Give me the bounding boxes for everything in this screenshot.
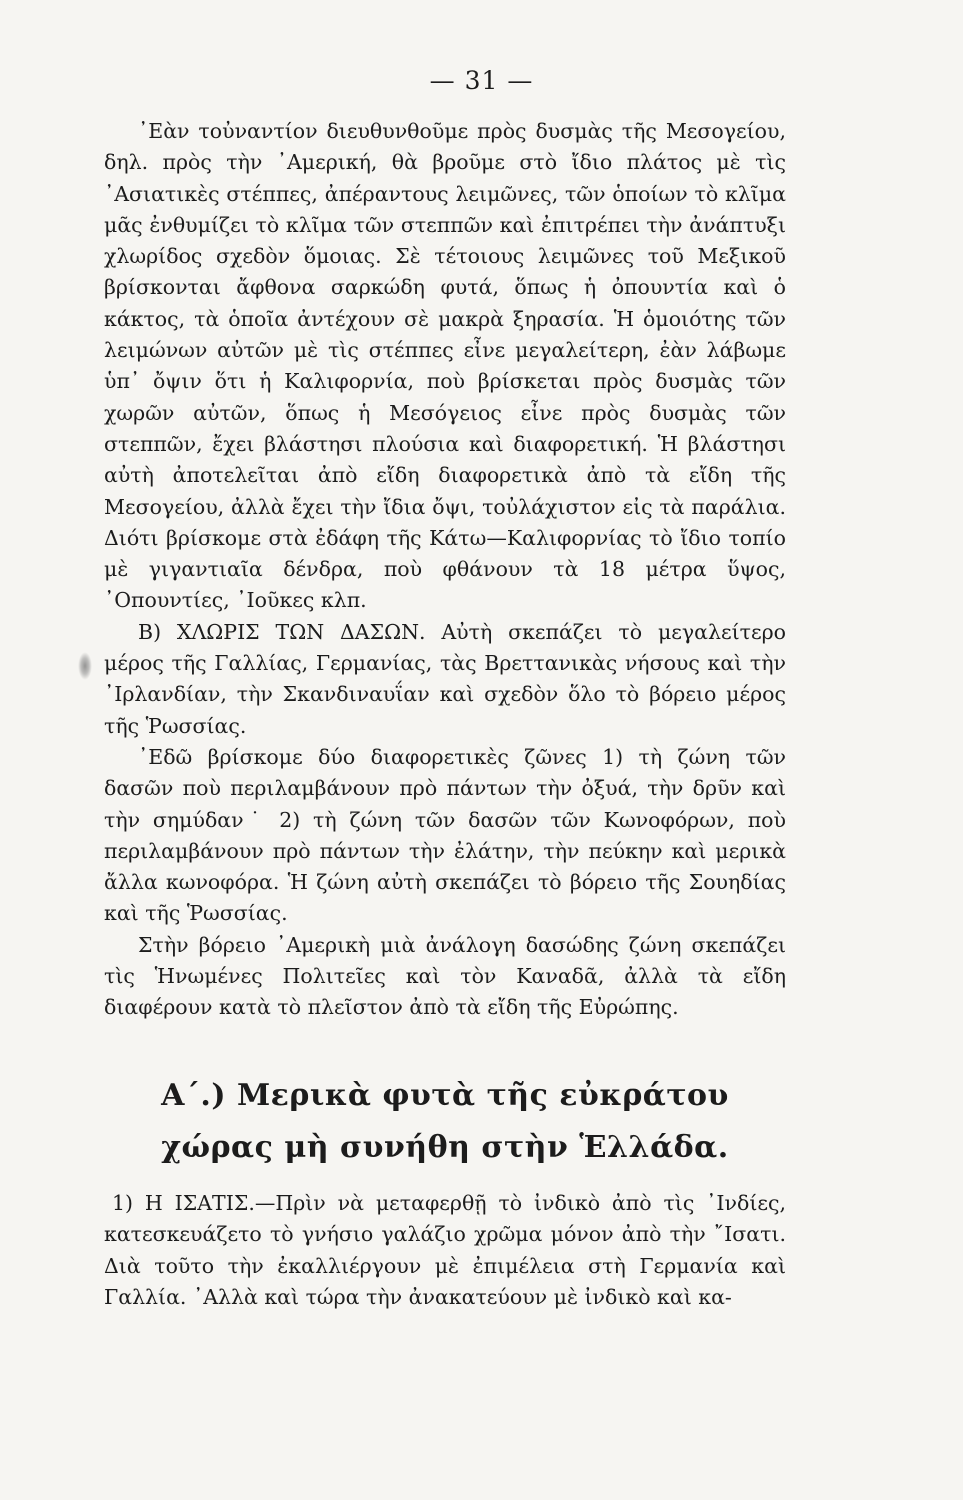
ink-smudge [78,652,92,680]
paragraph-forest-zones: ᾿Εδῶ βρίσκομε δύο διαφορετικὲς ζῶνες 1) τὴ ζώνη τῶν δασῶν ποὺ περιλαμβάνουν πρὸ πάντων τὴν ὀξυά, τὴν δρῦν καὶ τὴν σημύδαν˙ 2) τὴ ζώνη τῶν δασῶν τῶν Κωνοφόρων, ποὺ περιλαμβάνουν πρὸ πάντων τὴν ἐλάτην, τὴν πεύκην καὶ μερικὰ ἄλλα κωνοφόρα. Ἡ ζώνη αὐτὴ σκεπάζει τὸ βόρειο τῆς Σουηδίας καὶ τῆς Ῥωσσίας. [104,744,786,926]
heading-line-1: Α΄.) Μερικὰ φυτὰ τῆς εὐκράτου [161,1078,729,1113]
page-number: — 31 — [429,66,534,95]
item-text [104,1188,786,1313]
section-heading [104,1070,786,1174]
paragraph-north-america: Στὴν βόρειο ᾿Αμερικὴ μιὰ ἀνάλογη δασώδης ζώνη σκεπάζει τὶς Ἡνωμένες Πολιτεῖες καὶ τὸν Καναδᾶ, ἀλλὰ τὰ εἴδη διαφέρουν κατὰ τὸ πλεῖστον ἀπὸ τὰ εἴδη τῆς Εὐρώπης. [104,932,786,1020]
body-text [104,116,786,1024]
heading-line-2: χώρας μὴ συνήθη στὴν Ἑλλάδα. [161,1130,729,1165]
paragraph-isatis: 1) Η ΙΣΑΤΙΣ.—Πρὶν νὰ μεταφερθῇ τὸ ἰνδικὸ ἀπὸ τὶς ᾿Ινδίες, κατεσκευάζετο τὸ γνήσιο γαλάζιο χρῶμα μόνον ἀπὸ τὴν ῎Ισατι. Διὰ τοῦτο τὴν ἐκαλλιέργουν μὲ ἐπιμέλεια στὴ Γερμανία καὶ Γαλλία. ᾿Αλλὰ καὶ τώρα τὴν ἀνακατεύουν μὲ ἰνδικὸ καὶ κα- [104,1191,786,1309]
paragraph-mexico-meadows: ᾿Εὰν τοὐναντίον διευθυνθοῦμε πρὸς δυσμὰς τῆς Μεσογείου, δηλ. πρὸς τὴν ᾿Αμερική, θὰ βροῦμε στὸ ἴδιο πλάτος μὲ τὶς ᾿Ασιατικὲς στέππες, ἀπέραντους λειμῶνες, τῶν ὁποίων τὸ κλῖμα μᾶς ἐνθυμίζει τὸ κλῖμα τῶν στεππῶν καὶ ἐπιτρέπει τὴν ἀνάπτυξι χλωρίδος σχεδὸν ὅμοιας. Σὲ τέτοιους λειμῶνες τοῦ Μεξικοῦ βρίσκονται ἄφθονα σαρκώδη φυτά, ὅπως ἡ ὀπουντία καὶ ὁ κάκτος, τὰ ὁποῖα ἀντέχουν σὲ μακρὰ ξηρασία. Ἡ ὁμοιότης τῶν λειμώνων αὐτῶν μὲ τὶς στέππες εἶνε μεγαλείτερη, ἐὰν λάβωμε ὑπ᾿ ὄψιν ὅτι ἡ Καλιφορνία, ποὺ βρίσκεται πρὸς δυσμὰς τῶν χωρῶν αὐτῶν, ὅπως ἡ Μεσόγειος εἶνε πρὸς δυσμὰς τῶν στεππῶν, ἔχει βλάστησι πλούσια καὶ διαφορετική. Ἡ βλάστησι αὐτὴ ἀποτελεῖται ἀπὸ εἴδη διαφορετικὰ ἀπὸ τὰ εἴδη τῆς Μεσογείου, ἀλλὰ ἔχει τὴν ἴδια ὄψι, τοὐλάχιστον εἰς τὰ παράλια. Διότι βρίσκομε στὰ ἐδάφη τῆς Κάτω—Καλιφορνίας τὸ ἴδιο τοπίο μὲ γιγαντιαῖα δένδρα, ποὺ φθάνουν τὰ 18 μέτρα ὕψος, ᾿Οπουντίες, ᾿Ιοῦκες κλπ. [104,119,786,613]
paragraph-forest-flora: Β) ΧΛΩΡΙΣ ΤΩΝ ΔΑΣΩΝ. Αὐτὴ σκεπάζει τὸ μεγαλείτερο μέρος τῆς Γαλλίας, Γερμανίας, τὰς Βρεττανικὰς νήσους καὶ τὴν ᾿Ιρλανδίαν, τὴν Σκανδιναυΐαν καὶ σχεδὸν ὅλο τὸ βόρειο μέρος τῆς Ῥωσσίας. [104,619,786,738]
